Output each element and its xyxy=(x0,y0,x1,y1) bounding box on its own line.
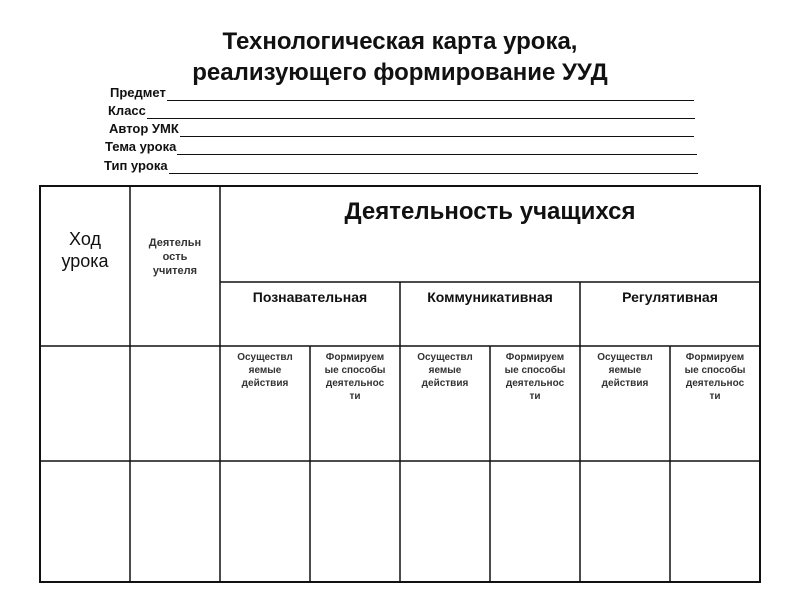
subheader-actions-line-3: действия xyxy=(241,378,289,389)
field-class-line xyxy=(147,107,695,119)
header-students-activity-text: Деятельность учащихся xyxy=(344,198,636,225)
field-type-line xyxy=(169,162,698,174)
field-subject xyxy=(110,85,694,101)
subheader-methods-line-4: ти xyxy=(349,391,361,402)
subheader-methods-line-4: ти xyxy=(709,391,721,402)
subheader-actions xyxy=(220,351,310,390)
field-topic xyxy=(105,139,697,155)
subheader-methods-line-1: Формируем xyxy=(685,352,745,363)
subheader-actions-line-1: Осуществл xyxy=(237,352,293,363)
field-author-line xyxy=(180,125,694,137)
subheader-actions xyxy=(580,351,670,390)
subheader-methods-line-3: деятельнос xyxy=(685,378,745,389)
header-teacher-line-2: ость xyxy=(162,251,188,263)
group-communicative xyxy=(400,282,580,312)
field-topic-label: Тема урока xyxy=(105,139,177,154)
header-lesson-course-line-2: урока xyxy=(61,251,109,271)
header-teacher-line-1: Деятельн xyxy=(148,237,202,249)
subheader-methods-line-2: ые способы xyxy=(684,365,746,376)
subheader-actions-line-3: действия xyxy=(421,378,469,389)
subheader-methods-line-2: ые способы xyxy=(324,365,386,376)
subheader-methods-line-1: Формируем xyxy=(325,352,385,363)
subheader-actions-line-1: Осуществл xyxy=(417,352,473,363)
subheader-actions-line-3: действия xyxy=(601,378,649,389)
title-line-2: реализующего формирование УУД xyxy=(192,59,608,86)
subheader-methods-line-1: Формируем xyxy=(505,352,565,363)
field-topic-line xyxy=(177,143,697,155)
subheader-methods-line-3: деятельнос xyxy=(505,378,565,389)
subheader-actions xyxy=(400,351,490,390)
field-class-label: Класс xyxy=(108,103,146,118)
header-students-activity xyxy=(220,198,760,226)
subheader-methods xyxy=(670,351,760,403)
field-type-label: Тип урока xyxy=(104,158,168,173)
subheader-methods xyxy=(310,351,400,403)
page-title xyxy=(0,26,800,88)
subheader-methods-line-4: ти xyxy=(529,391,541,402)
group-regulatory xyxy=(580,282,760,312)
subheader-actions-line-2: яемые xyxy=(428,365,462,376)
title-line-1: Технологическая карта урока, xyxy=(222,28,578,55)
group-regulatory-label: Регулятивная xyxy=(622,289,718,305)
subheader-actions-line-2: яемые xyxy=(608,365,642,376)
header-teacher-activity xyxy=(130,236,220,278)
field-type xyxy=(104,158,698,174)
subheader-actions-line-1: Осуществл xyxy=(597,352,653,363)
subheader-methods-line-3: деятельнос xyxy=(325,378,385,389)
subheader-actions-line-2: яемые xyxy=(248,365,282,376)
field-author-label: Автор УМК xyxy=(109,121,179,136)
header-teacher-line-3: учителя xyxy=(152,265,198,277)
field-subject-line xyxy=(167,89,694,101)
field-author xyxy=(109,121,694,137)
field-class xyxy=(108,103,695,119)
subheader-methods xyxy=(490,351,580,403)
header-lesson-course xyxy=(40,228,130,272)
group-cognitive-label: Познавательная xyxy=(252,289,368,305)
group-cognitive xyxy=(220,282,400,312)
group-communicative-label: Коммуникативная xyxy=(427,289,553,305)
field-subject-label: Предмет xyxy=(110,85,166,100)
header-lesson-course-line-1: Ход xyxy=(69,229,101,249)
subheader-methods-line-2: ые способы xyxy=(504,365,566,376)
